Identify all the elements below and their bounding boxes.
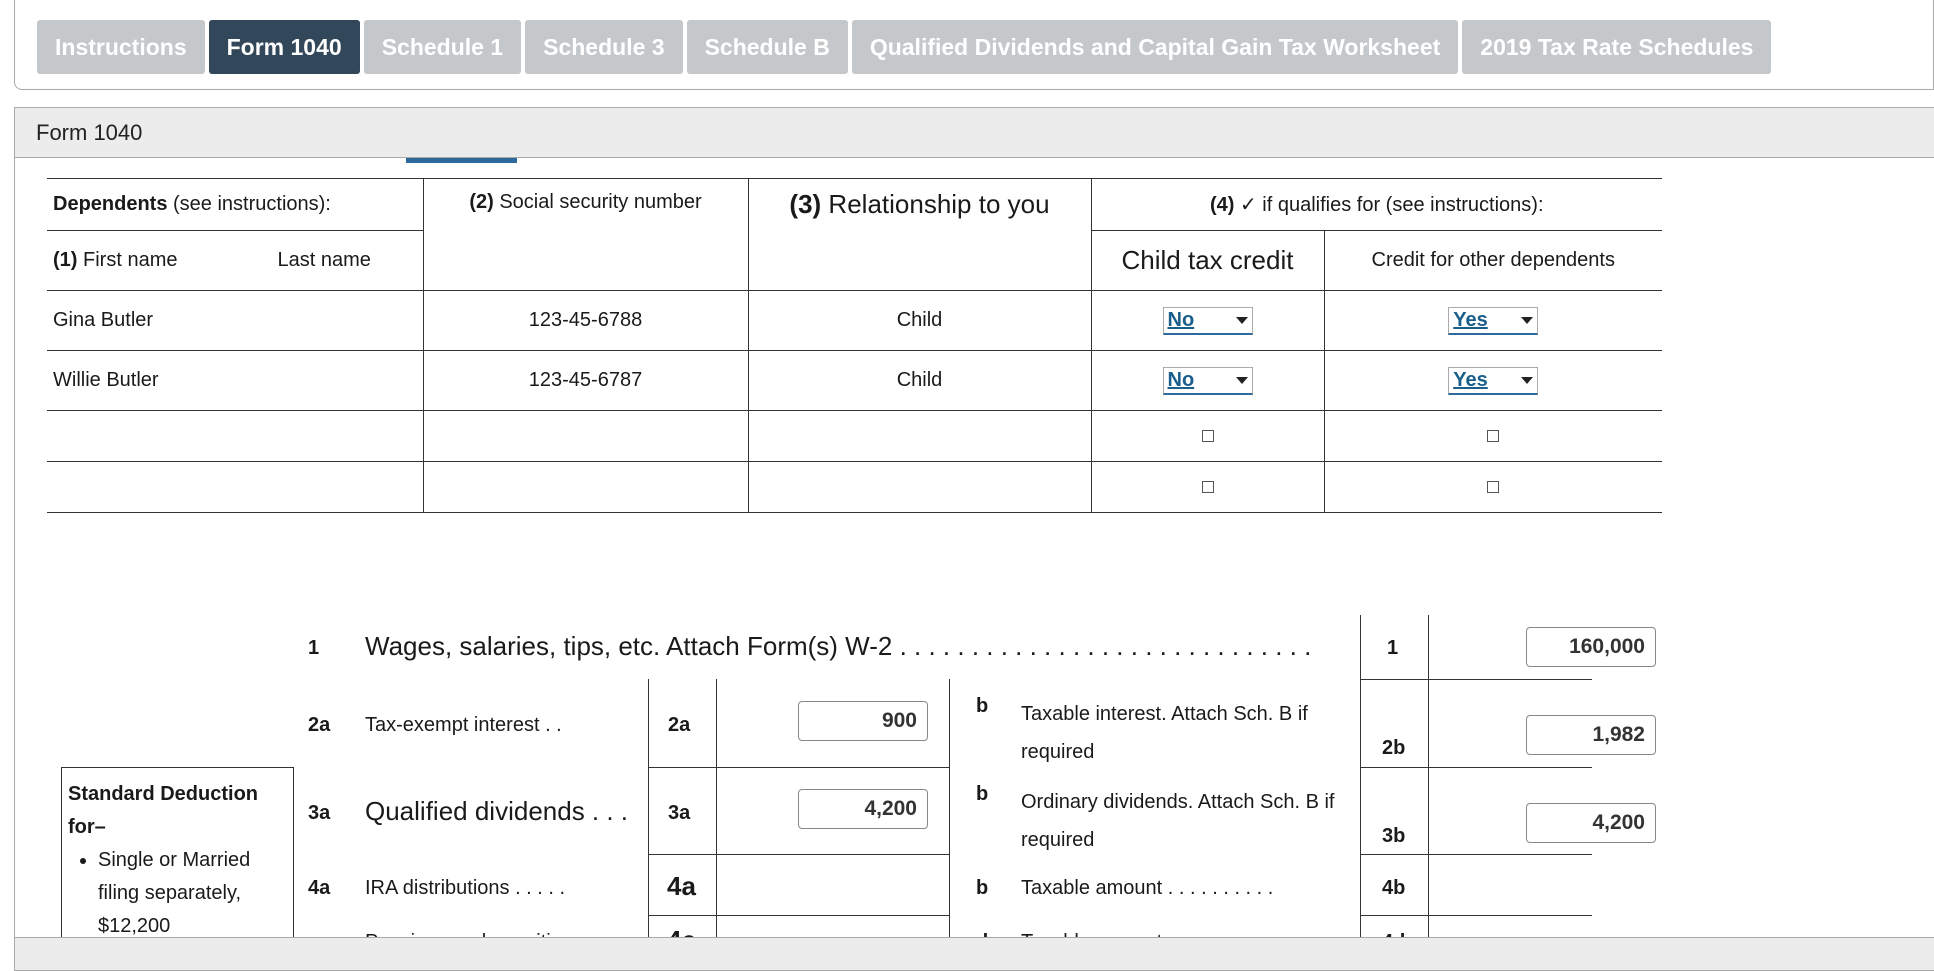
child-tax-credit-cell xyxy=(1091,291,1324,351)
tab-schedule-b[interactable]: Schedule B xyxy=(687,20,848,74)
line-3a-number: 3a xyxy=(308,802,331,824)
dependents-header-row xyxy=(47,179,1662,231)
child-tax-credit-cell xyxy=(1091,411,1324,462)
divider xyxy=(1360,767,1592,768)
divider xyxy=(1360,679,1592,680)
divider xyxy=(648,767,949,768)
empty-name-cell[interactable] xyxy=(47,462,423,513)
empty-ssn-cell[interactable] xyxy=(423,411,748,462)
tab-instructions[interactable]: Instructions xyxy=(37,20,205,74)
line-3b-ordinary-dividends-input[interactable]: 4,200 xyxy=(1526,803,1656,843)
tab-schedule-3[interactable]: Schedule 3 xyxy=(525,20,682,74)
line-3b-label: Ordinary dividends. Attach Sch. B if required xyxy=(1021,791,1335,851)
name-column-header: (1) First name Last name xyxy=(47,231,423,291)
child-tax-credit-cell xyxy=(1091,351,1324,411)
line-1-box-label: 1 xyxy=(1387,637,1399,659)
divider xyxy=(1360,615,1361,945)
other-credit-checkbox[interactable] xyxy=(1487,430,1499,442)
empty-dependent-row xyxy=(47,462,1662,513)
child-tax-credit-checkbox[interactable] xyxy=(1202,481,1214,493)
form-panel xyxy=(14,107,1934,971)
line-2a-box-label: 2a xyxy=(668,714,691,736)
panel-footer xyxy=(15,937,1934,970)
dependents-heading: Dependents (see instructions): xyxy=(47,179,423,231)
panel-title: Form 1040 xyxy=(15,108,1934,158)
line-2a-label: Tax-exempt interest . . xyxy=(365,714,562,736)
line-2b-label: Taxable interest. Attach Sch. B if required xyxy=(1021,703,1308,763)
empty-relationship-cell[interactable] xyxy=(748,462,1091,513)
other-credit-checkbox[interactable] xyxy=(1487,481,1499,493)
dependent-row xyxy=(47,351,1662,411)
qualifies-column-header: (4) ✓ if qualifies for (see instructions): xyxy=(1091,179,1662,231)
line-2b-number: b xyxy=(976,695,989,717)
other-credit-select[interactable]: Yes xyxy=(1448,367,1538,395)
child-tax-credit-select[interactable]: No xyxy=(1163,367,1253,395)
empty-name-cell[interactable] xyxy=(47,411,423,462)
dependents-table xyxy=(47,178,1662,513)
chevron-down-icon xyxy=(1236,317,1248,324)
other-credit-select[interactable]: Yes xyxy=(1448,307,1538,335)
chevron-down-icon xyxy=(1521,377,1533,384)
tab-schedule-1[interactable]: Schedule 1 xyxy=(364,20,521,74)
line-2a-tax-exempt-interest-input[interactable]: 900 xyxy=(798,701,928,741)
line-4b-box-label: 4b xyxy=(1382,877,1406,899)
line-4b-label: Taxable amount . . . . . . . . . . xyxy=(1021,877,1274,899)
line-4a-ira-distributions-input[interactable] xyxy=(717,855,949,915)
divider xyxy=(949,679,950,945)
line-3b-number: b xyxy=(976,783,989,805)
tab-list xyxy=(37,20,1771,74)
dependent-relationship[interactable]: Child xyxy=(748,291,1091,351)
dependent-name[interactable]: Gina Butler xyxy=(47,291,423,351)
child-tax-credit-select[interactable]: No xyxy=(1163,307,1253,335)
line-2b-taxable-interest-input[interactable]: 1,982 xyxy=(1526,715,1656,755)
chevron-down-icon xyxy=(1521,317,1533,324)
line-4b-taxable-amount-input[interactable] xyxy=(1429,855,1592,915)
dependent-name[interactable]: Willie Butler xyxy=(47,351,423,411)
dependent-relationship[interactable]: Child xyxy=(748,351,1091,411)
divider xyxy=(648,679,649,945)
line-3a-label: Qualified dividends . . . xyxy=(365,796,629,826)
partially-visible-field xyxy=(406,158,517,163)
line-3a-qualified-dividends-input[interactable]: 4,200 xyxy=(798,789,928,829)
line-2a-number: 2a xyxy=(308,714,331,736)
line-3b-box-label: 3b xyxy=(1382,825,1406,847)
line-1-wages-input[interactable]: 160,000 xyxy=(1526,627,1656,667)
empty-dependent-row xyxy=(47,411,1662,462)
dependent-ssn[interactable]: 123-45-6788 xyxy=(423,291,748,351)
dependent-ssn[interactable]: 123-45-6787 xyxy=(423,351,748,411)
line-1-label: Wages, salaries, tips, etc. Attach Form(s) W-2 . . . . . . . . . . . . . . . . . . . . . . . . . . . . . xyxy=(365,631,1312,661)
tab-form-1040[interactable]: Form 1040 xyxy=(209,20,360,74)
standard-deduction-box: Standard Deduction for– • Single or Married filing separately, $12,200 xyxy=(61,767,294,947)
line-2b-box-label: 2b xyxy=(1382,737,1406,759)
other-credit-cell xyxy=(1324,411,1662,462)
empty-relationship-cell[interactable] xyxy=(748,411,1091,462)
empty-ssn-cell[interactable] xyxy=(423,462,748,513)
line-4a-box-label: 4a xyxy=(667,871,696,901)
relationship-column-header: (3) Relationship to you xyxy=(748,179,1091,291)
divider xyxy=(648,915,949,916)
other-credit-cell xyxy=(1324,462,1662,513)
line-3a-box-label: 3a xyxy=(668,802,691,824)
child-tax-credit-cell xyxy=(1091,462,1324,513)
other-credit-cell xyxy=(1324,351,1662,411)
tab-bar xyxy=(14,0,1934,90)
line-4b-number: b xyxy=(976,877,989,899)
other-dependents-credit-header: Credit for other dependents xyxy=(1324,231,1662,291)
tab-qualified-dividends-worksheet[interactable]: Qualified Dividends and Capital Gain Tax Worksheet xyxy=(852,20,1458,74)
ssn-column-header: (2) Social security number xyxy=(423,179,748,291)
line-1-number: 1 xyxy=(308,637,320,659)
form-scroll-area[interactable] xyxy=(15,158,1934,938)
chevron-down-icon xyxy=(1236,377,1248,384)
tab-tax-rate-schedules[interactable]: 2019 Tax Rate Schedules xyxy=(1462,20,1771,74)
other-credit-cell xyxy=(1324,291,1662,351)
dependent-row xyxy=(47,291,1662,351)
income-section xyxy=(47,615,1660,945)
child-tax-credit-checkbox[interactable] xyxy=(1202,430,1214,442)
divider xyxy=(1360,915,1592,916)
line-4a-label: IRA distributions . . . . . xyxy=(365,877,566,899)
child-tax-credit-header: Child tax credit xyxy=(1091,231,1324,291)
line-4a-number: 4a xyxy=(308,877,331,899)
